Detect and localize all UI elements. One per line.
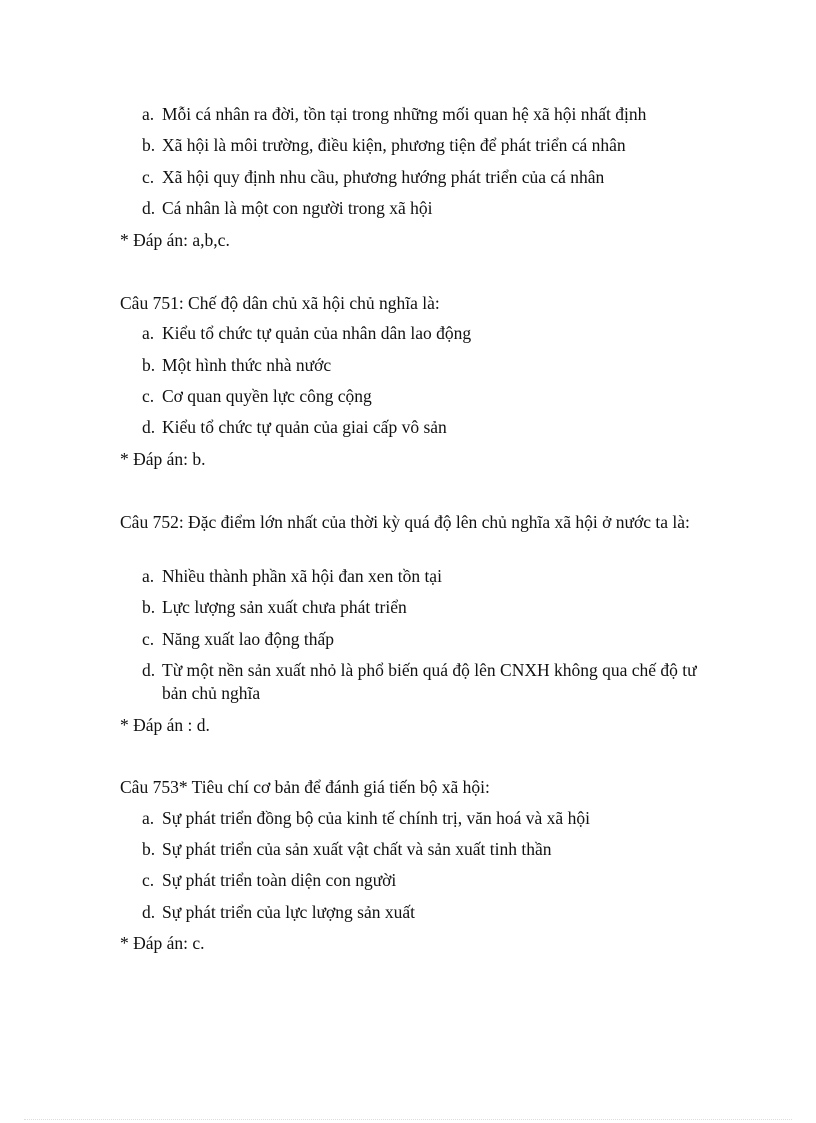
question-title: Câu 753* Tiêu chí cơ bản để đánh giá tiến bộ xã hội: <box>120 777 490 797</box>
option-c <box>142 628 702 651</box>
option-letter: c. <box>142 629 155 649</box>
option-text: Từ một nền sản xuất nhỏ là phổ biến quá độ lên CNXH không qua chế độ tư bản chủ nghĩa <box>162 660 697 703</box>
option-text: Kiểu tổ chức tự quản của giai cấp vô sản <box>162 417 447 437</box>
option-text: Sự phát triển của sản xuất vật chất và sản xuất tinh thần <box>162 839 552 859</box>
option-d <box>142 659 702 705</box>
option-d <box>142 901 702 924</box>
option-text: Xã hội là môi trường, điều kiện, phương tiện để phát triển cá nhân <box>162 135 626 155</box>
option-text: Năng xuất lao động thấp <box>162 629 335 649</box>
option-c <box>142 869 702 892</box>
option-letter: d. <box>142 660 156 680</box>
answer-line: * Đáp án: c. <box>120 933 205 953</box>
option-text: Cá nhân là một con người trong xã hội <box>162 198 433 218</box>
option-letter: a. <box>142 808 155 828</box>
option-letter: a. <box>142 104 155 124</box>
option-letter: b. <box>142 135 156 155</box>
option-letter: a. <box>142 566 155 586</box>
option-letter: d. <box>142 198 156 218</box>
option-text: Một hình thức nhà nước <box>162 355 332 375</box>
option-b <box>142 134 702 157</box>
option-b <box>142 838 702 861</box>
option-letter: a. <box>142 323 155 343</box>
option-text: Nhiều thành phần xã hội đan xen tồn tại <box>162 566 442 586</box>
option-c <box>142 385 702 408</box>
option-text: Cơ quan quyền lực công cộng <box>162 386 372 406</box>
option-text: Sự phát triển toàn diện con người <box>162 870 397 890</box>
answer-line: * Đáp án: b. <box>120 449 206 469</box>
option-a <box>142 565 702 588</box>
option-letter: c. <box>142 167 155 187</box>
option-d <box>142 197 702 220</box>
option-letter: c. <box>142 870 155 890</box>
option-letter: b. <box>142 597 156 617</box>
page-bottom-divider <box>24 1119 792 1120</box>
option-d <box>142 416 702 439</box>
answer-line: * Đáp án: a,b,c. <box>120 230 230 250</box>
option-letter: b. <box>142 839 156 859</box>
option-c <box>142 166 702 189</box>
answer-line: * Đáp án : d. <box>120 715 210 735</box>
option-text: Kiểu tổ chức tự quản của nhân dân lao động <box>162 323 472 343</box>
question-title: Câu 752: Đặc điểm lớn nhất của thời kỳ quá độ lên chủ nghĩa xã hội ở nước ta là: <box>120 512 690 532</box>
option-a <box>142 322 702 345</box>
option-letter: b. <box>142 355 156 375</box>
option-text: Xã hội quy định nhu cầu, phương hướng phát triển của cá nhân <box>162 167 605 187</box>
question-title: Câu 751: Chế độ dân chủ xã hội chủ nghĩa là: <box>120 293 440 313</box>
option-letter: c. <box>142 386 155 406</box>
option-b <box>142 596 702 619</box>
option-text: Sự phát triển đồng bộ của kinh tế chính trị, văn hoá và xã hội <box>162 808 590 828</box>
option-a <box>142 103 702 126</box>
option-text: Mỗi cá nhân ra đời, tồn tại trong những mối quan hệ xã hội nhất định <box>162 104 647 124</box>
option-text: Sự phát triển của lực lượng sản xuất <box>162 902 415 922</box>
option-text: Lực lượng sản xuất chưa phát triển <box>162 597 407 617</box>
option-letter: d. <box>142 417 156 437</box>
option-b <box>142 354 702 377</box>
option-a <box>142 807 702 830</box>
option-letter: d. <box>142 902 156 922</box>
